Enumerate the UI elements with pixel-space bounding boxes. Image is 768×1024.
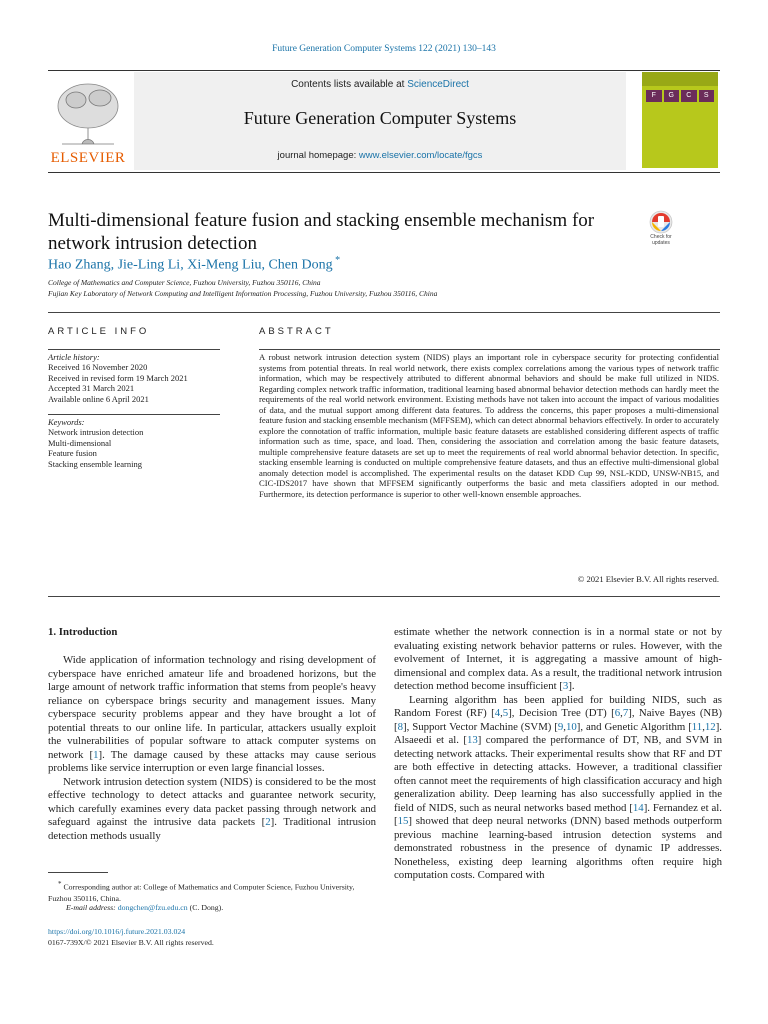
affiliation: Fujian Key Laboratory of Network Computing and Intelligent Information Processing, Fuzhou University, Fuzhou 350116, China xyxy=(48,289,438,298)
author-link[interactable]: Hao Zhang xyxy=(48,257,111,273)
journal-cover xyxy=(642,72,718,168)
check-for-updates-label: Check for updates xyxy=(650,234,672,246)
paragraph-text: Wide application of information technology and rising development of cyberspace have enriched amateur life and broadened horizons, but the large amount of network traffic information that stems from people's heavy reliance on cyberspace brings security and management issues. Many cyberspace security problems appear and they have brought a lot of potential threats to our online life. In particular, attackers usually exploit the vulnerabilities of popular software to attack computer systems on network [ xyxy=(48,654,376,761)
footnote-email xyxy=(48,902,394,913)
email-link[interactable]: dongchen@fzu.edu.cn xyxy=(117,903,188,912)
citation-link[interactable]: 6 xyxy=(614,707,621,719)
divider xyxy=(48,596,720,597)
header-rule-top xyxy=(48,70,720,71)
citation-link[interactable]: 12 xyxy=(704,720,716,733)
paragraph-text: Learning algorithm has been applied for building NIDS, such as Random Forest (RF) [ xyxy=(394,693,722,719)
paragraph-text: ] showed that deep neural networks (DNN) based methods outperform previous machine learning-based intrusion detection systems and demonstrated robustness in the presence of dynamic IP addresses. Nonetheless, existing deep learning algorithms often require high computation costs. Compared with xyxy=(394,815,722,881)
citation-link[interactable]: 1 xyxy=(93,748,99,761)
paragraph-text: ], Naive Bayes (NB) [ xyxy=(394,707,723,733)
cover-letter: G xyxy=(664,90,680,102)
footnote-text: Corresponding author at: College of Mathematics and Computer Science, Fuzhou University, Fuzhou 350116, China. xyxy=(48,882,355,903)
paper-title: Multi-dimensional feature fusion and stacking ensemble mechanism for network intrusion detection xyxy=(48,210,595,254)
citation-link[interactable]: 15 xyxy=(397,815,409,827)
divider xyxy=(48,312,720,313)
paragraph xyxy=(394,626,722,694)
author-link[interactable]: Xi-Meng Liu xyxy=(187,257,262,273)
paragraph-text: ] compared the performance of DT, NB, and SVM in detecting network attacks. Their experimental results show that RF and DT are both effective in detecting attacks. However, a traditional classifier often cannot meet the requirements of high classification accuracy and high generalization ability. Deep learning has also successfully applied in the field of NIDS, such as neural networks based method [ xyxy=(394,734,722,814)
author-separator: , xyxy=(110,257,118,273)
paragraph-text: Network intrusion detection system (NIDS) is considered to be the most effective technology to detect attacks and guarantee network security, which carefully examines every data packet passing through network and safeguard against the intrusive data packets [ xyxy=(48,775,376,828)
citation-link[interactable]: 8 xyxy=(397,720,404,733)
history-entry: Received in revised form 19 March 2021 xyxy=(48,372,188,383)
footnote-corresponding xyxy=(48,879,376,904)
paragraph xyxy=(48,654,376,776)
elsevier-wordmark: ELSEVIER xyxy=(50,150,126,166)
article-history xyxy=(48,352,218,404)
doi-block xyxy=(48,926,214,948)
citation-link[interactable]: 14 xyxy=(632,801,644,814)
cover-letter: F xyxy=(646,90,662,102)
journal-cover-title xyxy=(646,90,714,102)
history-entry: Received 16 November 2020 xyxy=(48,362,148,373)
paragraph xyxy=(48,776,376,844)
keyword: Multi-dimensional xyxy=(48,437,112,448)
paragraph-text: ]. xyxy=(568,680,575,692)
citation-link[interactable]: 2 xyxy=(265,816,271,828)
divider xyxy=(48,349,220,350)
paragraph-text: , xyxy=(563,720,566,733)
doi-link[interactable]: https://doi.org/10.1016/j.future.2021.03.024 xyxy=(48,927,186,936)
divider xyxy=(259,349,720,350)
citation-link[interactable]: 13 xyxy=(466,734,478,746)
corresponding-mark: * xyxy=(332,255,341,266)
paragraph-text: , xyxy=(620,707,623,719)
keyword: Network intrusion detection xyxy=(48,427,144,438)
paragraph-text: , xyxy=(702,720,705,733)
intro-right-column xyxy=(394,626,722,883)
keywords-label: Keywords: xyxy=(48,417,85,427)
paragraph-text: , xyxy=(500,707,503,719)
citation-link[interactable]: 5 xyxy=(502,707,509,719)
cover-letter: C xyxy=(681,90,697,102)
paragraph-text: ]. Alsaeedi et al. [ xyxy=(394,720,722,746)
journal-reference[interactable]: Future Generation Computer Systems 122 (2021) 130–143 xyxy=(272,44,496,54)
journal-cover-band xyxy=(642,72,718,86)
citation-link[interactable]: 4 xyxy=(494,707,501,719)
paragraph-text: ], and Genetic Algorithm [ xyxy=(576,720,692,733)
history-entry: Accepted 31 March 2021 xyxy=(48,383,135,394)
abstract-copyright: © 2021 Elsevier B.V. All rights reserved. xyxy=(577,574,719,584)
paragraph-text: ], Support Vector Machine (SVM) [ xyxy=(403,720,558,733)
keywords xyxy=(48,417,218,469)
author-list xyxy=(48,255,340,274)
email-suffix: (C. Dong). xyxy=(187,903,224,912)
author-link[interactable]: Jie-Ling Li xyxy=(117,257,181,273)
abstract-text: A robust network intrusion detection system (NIDS) plays an important role in cyberspace security for protecting confidential systems from potential threats. In real world network, there exists complex correlations among the various types of network traffic information, which may be respectively attributed to different abnormal behaviors and should be make full utilized in NIDS. Regarding complex network traffic information, traditional learning based abnormal behavior detection methods can hardly meet the requirements of the real world network environment. Existing methods have not taken into account the impact of various modalities of data, and the mutual support among different data features. To address the concerns, this paper proposes a multi-dimensional feature fusion and stacking ensemble mechanism (MFFSEM), which can detect abnormal behaviors effectively. In order to accurately explore the connotation of traffic information, multiple basic feature datasets are established considering different aspects of traffic information such as time, space, and load. Then, considering the association and correlation among the basic feature datasets, multiple comprehensive feature datasets are set up to meet the requirements of real world abnormal behavior detection. In specific, stacking ensemble learning is conducted on multiple comprehensive feature datasets, and thus an effective multi-dimensional global anomaly detection model is accomplished. The experimental results on the dataset KDD Cup 99, NSL-KDD, UNSW-NB15, and CIC-IDS2017 have shown that MFFSEM significantly outperforms the basic and meta classifiers adopted in our method. Furthermore, its detection performance is superior to other well-known ensemble approaches. xyxy=(259,352,719,499)
paragraph-text: ]. The damage caused by these attacks may cause serious problems like service interruption or even large financial losses. xyxy=(48,748,376,774)
footnote-mark: * xyxy=(58,880,62,888)
author-separator: , xyxy=(180,257,188,273)
intro-left-column xyxy=(48,654,376,843)
journal-homepage: journal homepage: www.elsevier.com/locate/fgcs xyxy=(277,150,483,161)
section-heading: 1. Introduction xyxy=(48,626,118,638)
citation-link[interactable]: 7 xyxy=(622,707,629,719)
author-link[interactable]: Chen Dong xyxy=(268,257,333,273)
contents-line: Contents lists available at ScienceDirect xyxy=(291,79,469,90)
sciencedirect-link[interactable]: ScienceDirect xyxy=(407,79,469,90)
history-label: Article history: xyxy=(48,352,100,362)
citation-link[interactable]: 9 xyxy=(557,720,564,733)
journal-title: Future Generation Computer Systems xyxy=(243,108,517,128)
article-info-heading: ARTICLE INFO xyxy=(48,326,150,337)
author-separator: , xyxy=(261,257,269,273)
issn-line: 0167-739X/© 2021 Elsevier B.V. All rights reserved. xyxy=(48,938,214,947)
history-entry: Available online 6 April 2021 xyxy=(48,393,149,404)
keyword: Feature fusion xyxy=(48,448,97,459)
citation-link[interactable]: 3 xyxy=(562,680,569,692)
keyword: Stacking ensemble learning xyxy=(48,458,142,469)
citation-link[interactable]: 10 xyxy=(566,720,577,733)
cover-letter: S xyxy=(699,90,715,102)
footnote-rule xyxy=(48,872,108,873)
abstract-heading: ABSTRACT xyxy=(259,326,334,337)
affiliation: College of Mathematics and Computer Science, Fuzhou University, Fuzhou 350116, China xyxy=(48,278,321,287)
header-rule-bottom xyxy=(48,172,720,173)
paragraph-text: estimate whether the network connection is in a normal state or not by evaluating existing network behavior patterns or rules. However, with the evolvement of Internet, it is aggregating a massive amount of high-dimensional and complex data. As a result, the traditional network intrusion detection method become insufficient [ xyxy=(394,626,722,692)
paragraph-text: ]. Traditional intrusion detection methods usually xyxy=(48,816,376,842)
divider xyxy=(48,414,220,415)
email-label: E-mail address: xyxy=(66,903,116,912)
citation-link[interactable]: 11 xyxy=(691,720,703,733)
paragraph-text: ]. Fernandez et al. [ xyxy=(394,801,722,827)
paragraph-text: ], Decision Tree (DT) [ xyxy=(508,707,615,719)
paragraph xyxy=(394,694,722,883)
homepage-link[interactable]: www.elsevier.com/locate/fgcs xyxy=(358,150,483,161)
